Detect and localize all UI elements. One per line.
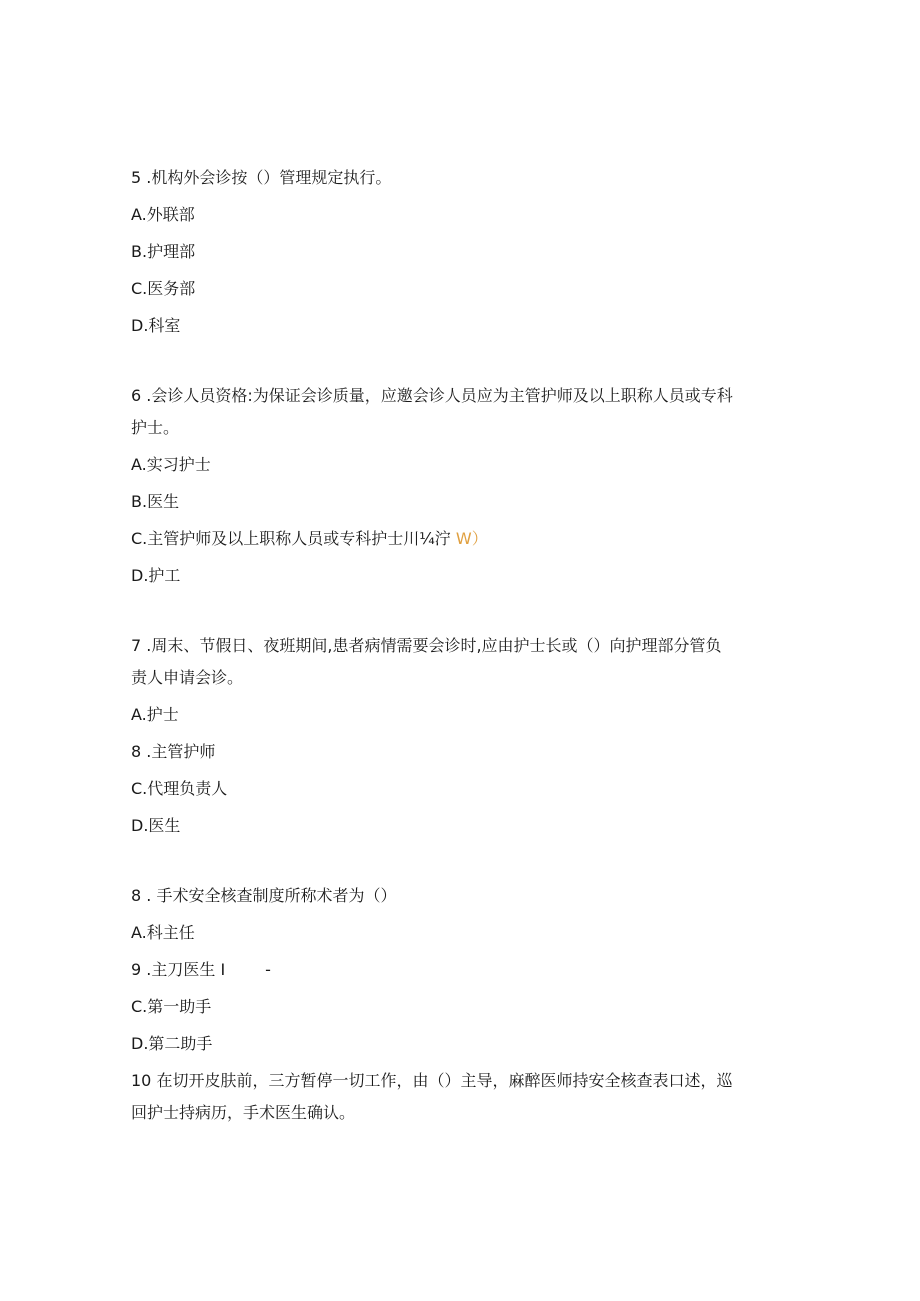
question-6-option-d: D.护工 bbox=[131, 566, 181, 585]
question-6-option-b: B.医生 bbox=[131, 492, 180, 511]
question-8-text: 8 . 手术安全核查制度所称术者为（） bbox=[131, 886, 397, 905]
question-7-option-a: A.护士 bbox=[131, 705, 179, 724]
question-6-option-c bbox=[131, 529, 488, 549]
question-5-text: 5 .机构外会诊按（）管理规定执行。 bbox=[131, 168, 392, 187]
question-5-option-d: D.科室 bbox=[131, 316, 181, 335]
question-7-text-line1: 7 .周末、节假日、夜班期间,患者病情需要会诊时,应由护士长或（）向护理部分管负 bbox=[131, 636, 722, 655]
question-8-option-c: C.第一助手 bbox=[131, 997, 212, 1016]
question-8-option-b-text: 9 .主刀医生 I bbox=[131, 960, 226, 979]
question-5-option-b: B.护理部 bbox=[131, 242, 196, 261]
question-6-text-line1: 6 .会诊人员资格:为保证会诊质量，应邀会诊人员应为主管护师及以上职称人员或专科 bbox=[131, 386, 733, 405]
question-8-option-b-mark: - bbox=[265, 960, 271, 979]
question-7-text-line2: 责人申请会诊。 bbox=[131, 668, 244, 687]
question-8-option-a: A.科主任 bbox=[131, 923, 195, 942]
question-10-text-line1: 10 在切开皮肤前，三方暂停一切工作，由（）主导，麻醉医师持安全核查表口述，巡 bbox=[131, 1071, 733, 1090]
question-7-option-c: C.代理负责人 bbox=[131, 779, 228, 798]
question-8-option-b bbox=[131, 960, 271, 980]
question-7-option-b: 8 .主管护师 bbox=[131, 742, 216, 761]
question-10-text-line2: 回护士持病历，手术医生确认。 bbox=[131, 1103, 356, 1122]
question-6-option-a: A.实习护士 bbox=[131, 455, 211, 474]
question-6-option-c-text: C.主管护师及以上职称人员或专科护士川¼泞 bbox=[131, 529, 451, 548]
question-6-option-c-mark: W） bbox=[455, 529, 488, 548]
question-5-option-c: C.医务部 bbox=[131, 279, 196, 298]
question-5-option-a: A.外联部 bbox=[131, 205, 195, 224]
question-7-option-d: D.医生 bbox=[131, 816, 181, 835]
question-8-option-d: D.第二助手 bbox=[131, 1034, 213, 1053]
question-6-text-line2: 护士。 bbox=[131, 418, 180, 437]
